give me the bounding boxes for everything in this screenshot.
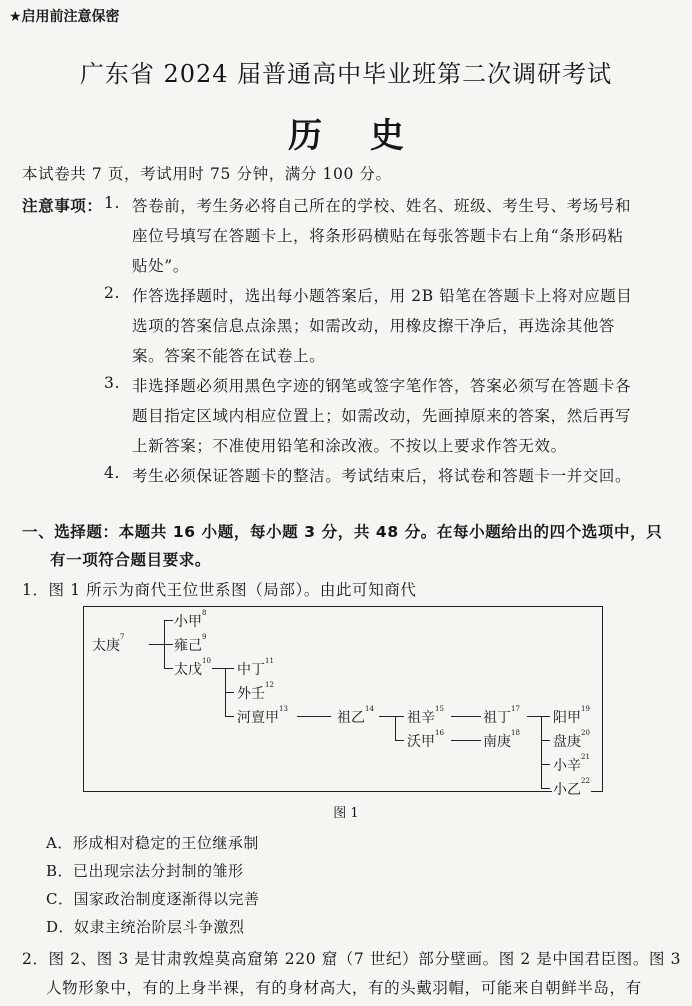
connector-line [541, 716, 550, 717]
exam-title: 广东省 2024 届普通高中毕业班第二次调研考试 [79, 60, 613, 88]
connector-line [541, 716, 542, 788]
king-node: 沃甲$^{16}$ [407, 729, 444, 750]
king-node: 小辛$^{21}$ [553, 753, 590, 774]
section-heading-cont: 有一项符合题目要求。 [50, 551, 212, 569]
connector-line [541, 788, 550, 789]
connector-line [225, 668, 234, 669]
connector-line [297, 716, 331, 717]
notice-1-line: 座位号填写在答题卡上，将条形码横贴在每张答题卡右上角“条形码粘 [132, 227, 624, 245]
king-node: 小乙$^{22}$ [553, 777, 590, 798]
king-node: 外壬$^{12}$ [237, 681, 274, 702]
connector-line [541, 764, 550, 765]
exam-info: 本试卷共 7 页，考试用时 75 分钟，满分 100 分。 [22, 165, 392, 183]
king-node: 阳甲$^{19}$ [553, 705, 590, 726]
figure-1-genealogy [83, 606, 603, 798]
connector-line [395, 716, 396, 740]
notice-1-line: 贴处”。 [132, 257, 189, 275]
notice-1-line: 答卷前，考生务必将自己所在的学校、姓名、班级、考生号、考场号和 [132, 197, 632, 215]
notice-4-num: 4. [104, 464, 120, 482]
king-node: 雍己$^9$ [174, 633, 207, 654]
connector-line [225, 692, 234, 693]
king-node: 盘庚$^{20}$ [553, 729, 590, 750]
question-1-stem: 1．图 1 所示为商代王位世系图（局部）。由此可知商代 [22, 581, 417, 599]
connector-line [379, 716, 395, 717]
connector-line [451, 740, 481, 741]
king-node: 南庚$^{18}$ [483, 729, 520, 750]
king-node: 祖辛$^{15}$ [407, 705, 444, 726]
notice-1-num: 1. [104, 194, 120, 212]
king-node: 河亶甲$^{13}$ [237, 705, 288, 726]
king-node: 祖丁$^{17}$ [483, 705, 520, 726]
option-d[interactable]: D．奴隶主统治阶层斗争激烈 [46, 918, 245, 936]
notice-2-num: 2. [104, 284, 120, 302]
option-b[interactable]: B．已出现宗法分封制的雏形 [46, 862, 244, 880]
figure-1-caption: 图 1 [333, 806, 359, 821]
option-c[interactable]: C．国家政治制度逐渐得以完善 [46, 890, 260, 908]
king-node: 太庚$^7$ [92, 633, 125, 654]
option-a[interactable]: A．形成相对稳定的王位继承制 [46, 834, 259, 852]
king-node: 祖乙$^{14}$ [337, 705, 374, 726]
notice-2-line: 作答选择题时，选出每小题答案后，用 2B 铅笔在答题卡上将对应题目 [132, 287, 633, 305]
section-heading: 一、选择题：本题共 16 小题，每小题 3 分，共 48 分。在每小题给出的四个选项中，只 [22, 523, 663, 541]
question-2-stem-cont: 人物形象中，有的上身半裸，有的身材高大，有的头戴羽帽，可能来自朝鲜半岛，有 [46, 979, 642, 997]
king-node: 小甲$^8$ [174, 609, 207, 630]
connector-line [149, 644, 164, 645]
connector-line [541, 740, 550, 741]
connector-line [164, 644, 173, 645]
connector-line [164, 620, 173, 621]
connector-line [164, 668, 173, 669]
notice-3-line: 非选择题必须用黑色字迹的钢笔或签字笔作答，答案必须写在答题卡各 [132, 377, 632, 395]
notice-4-line: 考生必须保证答题卡的整洁。考试结束后，将试卷和答题卡一并交回。 [132, 467, 632, 485]
confidential-label: ★启用前注意保密 [9, 9, 120, 25]
connector-line [527, 716, 541, 717]
notice-2-line: 选项的答案信息点涂黑；如需改动，用橡皮擦干净后，再选涂其他答 [132, 317, 616, 335]
notice-3-num: 3. [104, 374, 120, 392]
notice-3-line: 上新答案；不准使用铅笔和涂改液。不按以上要求作答无效。 [132, 437, 567, 455]
exam-subject: 历 史 [288, 116, 422, 156]
king-node: 太戊$^{10}$ [174, 657, 211, 678]
connector-line [451, 716, 481, 717]
notice-2-line: 案。答案不能答在试卷上。 [132, 347, 326, 365]
connector-line [225, 716, 234, 717]
notice-3-line: 题目指定区域内相应位置上；如需改动，先画掉原来的答案，然后再写 [132, 407, 632, 425]
question-2-stem: 2．图 2、图 3 是甘肃敦煌莫高窟第 220 窟（7 世纪）部分壁画。图 2 是中国君臣图。图 3 [22, 950, 682, 968]
notice-label: 注意事项： [22, 197, 103, 215]
king-node: 中丁$^{11}$ [237, 657, 274, 678]
connector-line [395, 740, 404, 741]
connector-line [395, 716, 404, 717]
